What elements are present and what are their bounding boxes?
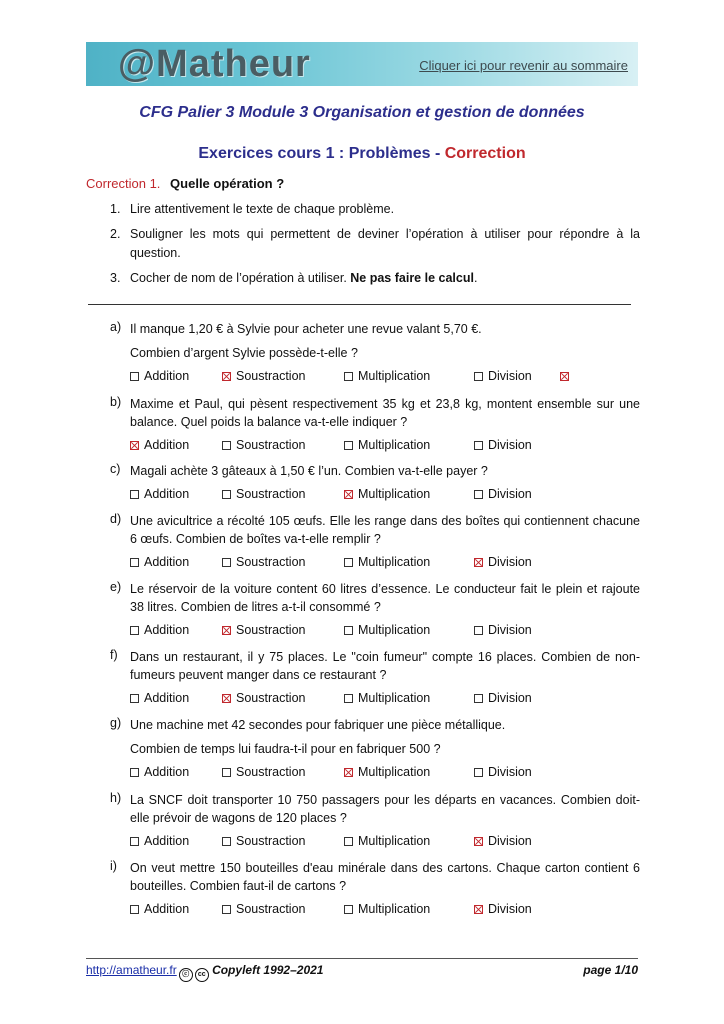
checkbox[interactable] xyxy=(130,490,139,499)
checkbox[interactable] xyxy=(222,905,231,914)
operation-options xyxy=(130,902,640,920)
checked-checkbox[interactable] xyxy=(474,837,483,846)
option-label: Soustraction xyxy=(236,555,306,569)
option-soustraction[interactable] xyxy=(222,555,305,569)
exercise-letter: h) xyxy=(110,791,122,805)
exercise-question: Combien d’argent Sylvie possède-t-elle ? xyxy=(130,346,358,360)
exercise-text: On veut mettre 150 bouteilles d'eau minérale dans des cartons. Chaque carton contient 6 bouteilles. Combien faut-il de cartons ? xyxy=(130,861,640,893)
option-division[interactable] xyxy=(474,623,532,637)
checkbox[interactable] xyxy=(344,837,353,846)
instruction-steps xyxy=(110,200,640,294)
operation-options xyxy=(130,487,640,505)
step-number: 1. xyxy=(110,202,121,216)
option-soustraction[interactable] xyxy=(222,438,305,452)
checked-checkbox[interactable] xyxy=(474,905,483,914)
option-division[interactable] xyxy=(474,487,532,501)
option-label: Addition xyxy=(144,623,190,637)
option-addition[interactable] xyxy=(130,487,189,501)
exercise-letter: e) xyxy=(110,580,122,594)
checkbox[interactable] xyxy=(222,441,231,450)
checkbox[interactable] xyxy=(344,558,353,567)
checked-checkbox[interactable] xyxy=(222,372,231,381)
step-item xyxy=(110,225,640,263)
option-soustraction[interactable] xyxy=(222,834,305,848)
exercise-item xyxy=(110,791,640,852)
option-label: Division xyxy=(488,369,532,383)
subtitle-main: Exercices cours 1 : Problèmes - xyxy=(198,145,445,162)
exercise-letter: d) xyxy=(110,512,122,526)
option-multiplication[interactable] xyxy=(344,487,430,501)
checkbox[interactable] xyxy=(474,441,483,450)
document-subtitle xyxy=(0,145,724,163)
checked-checkbox[interactable] xyxy=(560,372,569,381)
option-addition[interactable] xyxy=(130,555,189,569)
operation-options xyxy=(130,555,640,573)
checkbox[interactable] xyxy=(130,768,139,777)
operation-options xyxy=(130,623,640,641)
option-label: Division xyxy=(488,834,532,848)
footer-url-link[interactable]: http://amatheur.fr xyxy=(86,963,177,977)
copyleft-icon: ⓒ xyxy=(179,968,193,982)
option-label: Soustraction xyxy=(236,487,306,501)
option-label: Multiplication xyxy=(358,623,431,637)
document-title: CFG Palier 3 Module 3 Organisation et gestion de données xyxy=(139,104,585,121)
exercise-item xyxy=(110,512,640,573)
exercise-letter: g) xyxy=(110,716,122,730)
exercise-text: Une machine met 42 secondes pour fabriquer une pièce métallique. xyxy=(130,718,506,732)
exercise-item xyxy=(110,320,640,387)
exercise-text: Une avicultrice a récolté 105 œufs. Elle les range dans des boîtes qui contiennent chacune 6 œufs. Combien de boîtes va-t-elle remplir ? xyxy=(130,514,640,546)
option-division[interactable] xyxy=(474,691,532,705)
step-item: 3. Cocher de nom de l’opération à utiliser. Ne pas faire le calcul. xyxy=(110,269,640,288)
checkbox[interactable] xyxy=(344,694,353,703)
option-division[interactable] xyxy=(474,834,532,848)
option-label: Multiplication xyxy=(358,369,431,383)
option-soustraction[interactable] xyxy=(222,623,305,637)
option-addition[interactable] xyxy=(130,765,189,779)
option-label: Soustraction xyxy=(236,834,306,848)
step-bold-text: Ne pas faire le calcul xyxy=(350,271,474,285)
option-label: Soustraction xyxy=(236,369,306,383)
exercise-text: Dans un restaurant, il y 75 places. Le "coin fumeur" compte 16 places. Combien de non-fumeurs peuvent manger dans ce restaurant ? xyxy=(130,650,640,682)
option-label: Soustraction xyxy=(236,902,306,916)
operation-options xyxy=(130,834,640,852)
checkbox[interactable] xyxy=(344,905,353,914)
extra-checked-checkbox[interactable] xyxy=(560,369,574,383)
option-multiplication[interactable] xyxy=(344,765,430,779)
option-label: Multiplication xyxy=(358,487,431,501)
checkbox[interactable] xyxy=(474,694,483,703)
option-division[interactable] xyxy=(474,369,532,383)
option-label: Addition xyxy=(144,438,190,452)
option-soustraction[interactable] xyxy=(222,902,305,916)
option-addition[interactable] xyxy=(130,691,189,705)
option-label: Soustraction xyxy=(236,623,306,637)
exercise-text: Maxime et Paul, qui pèsent respectivement 35 kg et 23,8 kg, montent ensemble sur une balance. Quel poids la balance va-t-elle indiquer ? xyxy=(130,397,640,429)
header-banner xyxy=(86,42,638,86)
exercise-letter: f) xyxy=(110,648,118,662)
option-label: Addition xyxy=(144,902,190,916)
exercise-text: Magali achète 3 gâteaux à 1,50 € l’un. Combien va-t-elle payer ? xyxy=(130,464,488,478)
operation-options xyxy=(130,438,640,456)
checkbox[interactable] xyxy=(222,768,231,777)
option-label: Multiplication xyxy=(358,555,431,569)
exercise-text: Le réservoir de la voiture content 60 litres d’essence. Le conducteur fait le plein et rajoute 38 litres. Combien de litres a-t-il consommé ? xyxy=(130,582,640,614)
footer-divider xyxy=(86,958,638,959)
option-label: Division xyxy=(488,555,532,569)
exercise-letter: b) xyxy=(110,395,122,409)
option-label: Division xyxy=(488,765,532,779)
checked-checkbox[interactable] xyxy=(222,626,231,635)
option-label: Division xyxy=(488,487,532,501)
correction-heading xyxy=(86,176,284,191)
exercise-letter: c) xyxy=(110,462,121,476)
option-label: Multiplication xyxy=(358,834,431,848)
option-label: Addition xyxy=(144,555,190,569)
option-label: Addition xyxy=(144,765,190,779)
option-division[interactable] xyxy=(474,438,532,452)
subtitle-correction: Correction xyxy=(444,145,526,162)
option-soustraction[interactable] xyxy=(222,487,305,501)
checkbox[interactable] xyxy=(222,837,231,846)
page-number: page 1/10 xyxy=(583,963,638,977)
separator-line xyxy=(88,304,631,305)
exercise-letter: a) xyxy=(110,320,122,334)
option-soustraction[interactable] xyxy=(222,369,305,383)
option-label: Division xyxy=(488,438,532,452)
exercise-item xyxy=(110,859,640,920)
correction-question: Quelle opération ? xyxy=(170,176,285,191)
exercise-item xyxy=(110,648,640,709)
operation-options xyxy=(130,369,640,387)
option-label: Soustraction xyxy=(236,765,306,779)
operation-options xyxy=(130,691,640,709)
option-addition[interactable] xyxy=(130,369,189,383)
operation-options xyxy=(130,765,640,783)
checkbox[interactable] xyxy=(474,490,483,499)
option-multiplication[interactable] xyxy=(344,555,430,569)
exercise-question: Combien de temps lui faudra-t-il pour en fabriquer 500 ? xyxy=(130,742,441,756)
step-number: 3. xyxy=(110,271,121,285)
step-text: Souligner les mots qui permettent de deviner l’opération à utiliser pour répondre à la question. xyxy=(130,227,640,260)
option-label: Soustraction xyxy=(236,438,306,452)
correction-label: Correction 1. xyxy=(86,176,161,191)
checkbox[interactable] xyxy=(344,441,353,450)
checkbox[interactable] xyxy=(474,768,483,777)
option-label: Division xyxy=(488,691,532,705)
step-text: Lire attentivement le texte de chaque problème. xyxy=(130,202,395,216)
exercise-item xyxy=(110,580,640,641)
checkbox[interactable] xyxy=(344,626,353,635)
option-addition[interactable] xyxy=(130,834,189,848)
step-text: Cocher de nom de l’opération à utiliser. xyxy=(130,271,351,285)
exercise-item xyxy=(110,716,640,783)
option-label: Multiplication xyxy=(358,691,431,705)
option-addition[interactable] xyxy=(130,902,189,916)
step-item xyxy=(110,200,640,219)
option-multiplication[interactable] xyxy=(344,623,430,637)
option-soustraction[interactable] xyxy=(222,691,305,705)
option-label: Addition xyxy=(144,369,190,383)
option-multiplication[interactable] xyxy=(344,438,430,452)
checked-checkbox[interactable] xyxy=(344,768,353,777)
option-label: Soustraction xyxy=(236,691,306,705)
copyleft-text: Copyleft 1992–2021 xyxy=(212,963,324,977)
step-number: 2. xyxy=(110,227,121,241)
checked-checkbox[interactable] xyxy=(344,490,353,499)
option-addition[interactable] xyxy=(130,623,189,637)
checkbox[interactable] xyxy=(130,694,139,703)
checked-checkbox[interactable] xyxy=(222,694,231,703)
option-label: Division xyxy=(488,902,532,916)
exercise-item xyxy=(110,395,640,456)
option-division[interactable] xyxy=(474,765,532,779)
exercise-text: Il manque 1,20 € à Sylvie pour acheter une revue valant 5,70 €. xyxy=(130,322,482,336)
option-multiplication[interactable] xyxy=(344,691,430,705)
option-label: Multiplication xyxy=(358,438,431,452)
checkbox[interactable] xyxy=(130,372,139,381)
site-logo: @Matheur xyxy=(118,43,311,85)
checkbox[interactable] xyxy=(474,372,483,381)
option-label: Division xyxy=(488,623,532,637)
exercise-text: La SNCF doit transporter 10 750 passagers pour les départs en vacances. Combien doit-elle prévoir de wagons de 120 places ? xyxy=(130,793,640,825)
option-multiplication[interactable] xyxy=(344,369,430,383)
checkbox[interactable] xyxy=(474,626,483,635)
checkbox[interactable] xyxy=(222,490,231,499)
option-multiplication[interactable] xyxy=(344,834,430,848)
checkbox[interactable] xyxy=(130,626,139,635)
footer xyxy=(86,963,638,982)
option-label: Addition xyxy=(144,834,190,848)
option-multiplication[interactable] xyxy=(344,902,430,916)
checkbox[interactable] xyxy=(344,372,353,381)
option-label: Multiplication xyxy=(358,765,431,779)
option-label: Addition xyxy=(144,487,190,501)
checked-checkbox[interactable] xyxy=(130,441,139,450)
exercise-item xyxy=(110,462,640,505)
checkbox[interactable] xyxy=(130,905,139,914)
option-soustraction[interactable] xyxy=(222,765,305,779)
checkbox[interactable] xyxy=(222,558,231,567)
checkbox[interactable] xyxy=(130,837,139,846)
option-label: Addition xyxy=(144,691,190,705)
back-to-summary-link[interactable]: Cliquer ici pour revenir au sommaire xyxy=(419,58,628,73)
option-addition[interactable] xyxy=(130,438,189,452)
option-label: Multiplication xyxy=(358,902,431,916)
option-division[interactable] xyxy=(474,902,532,916)
checked-checkbox[interactable] xyxy=(474,558,483,567)
exercise-letter: i) xyxy=(110,859,117,873)
checkbox[interactable] xyxy=(130,558,139,567)
option-division[interactable] xyxy=(474,555,532,569)
creative-commons-icon: cc xyxy=(195,968,209,982)
